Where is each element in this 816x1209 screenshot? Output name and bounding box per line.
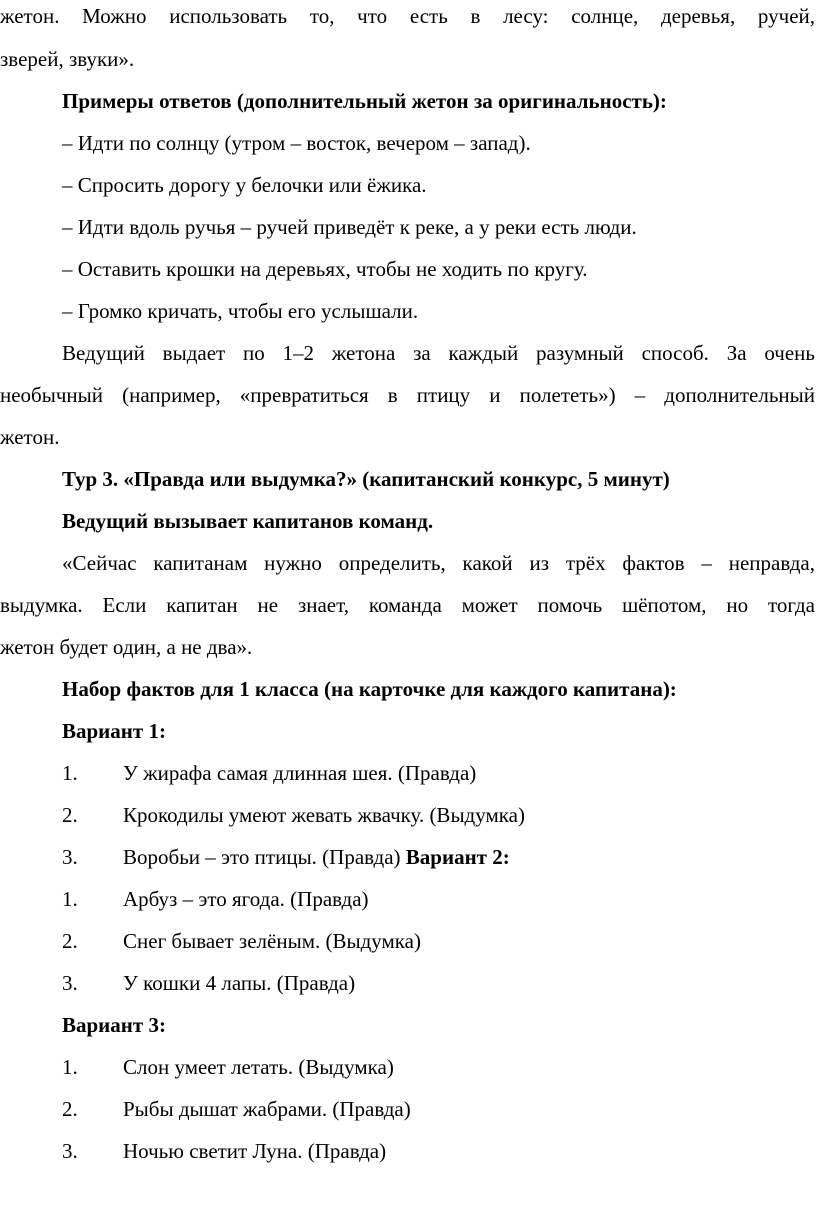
list-number: 3.: [62, 1139, 78, 1163]
list-text: У кошки 4 лапы. (Правда): [123, 971, 356, 995]
variant-label: Вариант 1:: [62, 719, 166, 743]
list-text: Рыбы дышат жабрами. (Правда): [123, 1097, 411, 1121]
list-text: Воробьи – это птицы. (Правда): [123, 845, 406, 869]
list-item: – Идти по солнцу (утром – восток, вечером – запад).: [62, 131, 531, 155]
examples-heading: Примеры ответов (дополнительный жетон за оригинальность):: [62, 89, 667, 113]
list-number: 3.: [62, 845, 78, 869]
list-text: Снег бывает зелёным. (Выдумка): [123, 929, 421, 953]
paragraph-line: выдумка. Если капитан не знает, команда может помочь шёпотом, но тогда: [0, 593, 815, 617]
variant-label: Вариант 3:: [62, 1013, 166, 1037]
variant-label: Вариант 2:: [405, 845, 510, 869]
list-number: 3.: [62, 971, 78, 995]
list-number: 1.: [62, 1055, 78, 1079]
paragraph-line: необычный (например, «превратиться в птицу и полететь») – дополнительный: [0, 383, 815, 407]
facts-heading: Набор фактов для 1 класса (на карточке для каждого капитана):: [62, 677, 677, 701]
list-text: Арбуз – это ягода. (Правда): [123, 887, 369, 911]
paragraph-line: жетон.: [0, 425, 60, 449]
list-item: – Оставить крошки на деревьях, чтобы не ходить по кругу.: [62, 257, 588, 281]
list-number: 2.: [62, 803, 78, 827]
list-text: Крокодилы умеют жевать жвачку. (Выдумка): [123, 803, 525, 827]
paragraph-line: «Сейчас капитанам нужно определить, какой из трёх фактов – неправда,: [62, 551, 815, 575]
list-text-with-variant: [123, 845, 510, 869]
list-item: – Идти вдоль ручья – ручей приведёт к реке, а у реки есть люди.: [62, 215, 637, 239]
list-number: 2.: [62, 929, 78, 953]
list-number: 2.: [62, 1097, 78, 1121]
list-text: Слон умеет летать. (Выдумка): [123, 1055, 394, 1079]
paragraph-line: зверей, звуки».: [0, 47, 135, 71]
list-text: У жирафа самая длинная шея. (Правда): [123, 761, 477, 785]
list-item: – Громко кричать, чтобы его услышали.: [62, 299, 419, 323]
list-item: – Спросить дорогу у белочки или ёжика.: [62, 173, 427, 197]
paragraph-line: Ведущий выдает по 1–2 жетона за каждый разумный способ. За очень: [62, 341, 815, 365]
list-number: 1.: [62, 761, 78, 785]
list-text: Ночью светит Луна. (Правда): [123, 1139, 387, 1163]
paragraph-line: жетон будет один, а не два».: [0, 635, 253, 659]
paragraph-line: жетон. Можно использовать то, что есть в лесу: солнце, деревья, ручей,: [0, 4, 815, 28]
tour-heading: Тур 3. «Правда или выдумка?» (капитанский конкурс, 5 минут): [62, 467, 670, 491]
list-number: 1.: [62, 887, 78, 911]
host-heading: Ведущий вызывает капитанов команд.: [62, 509, 434, 533]
